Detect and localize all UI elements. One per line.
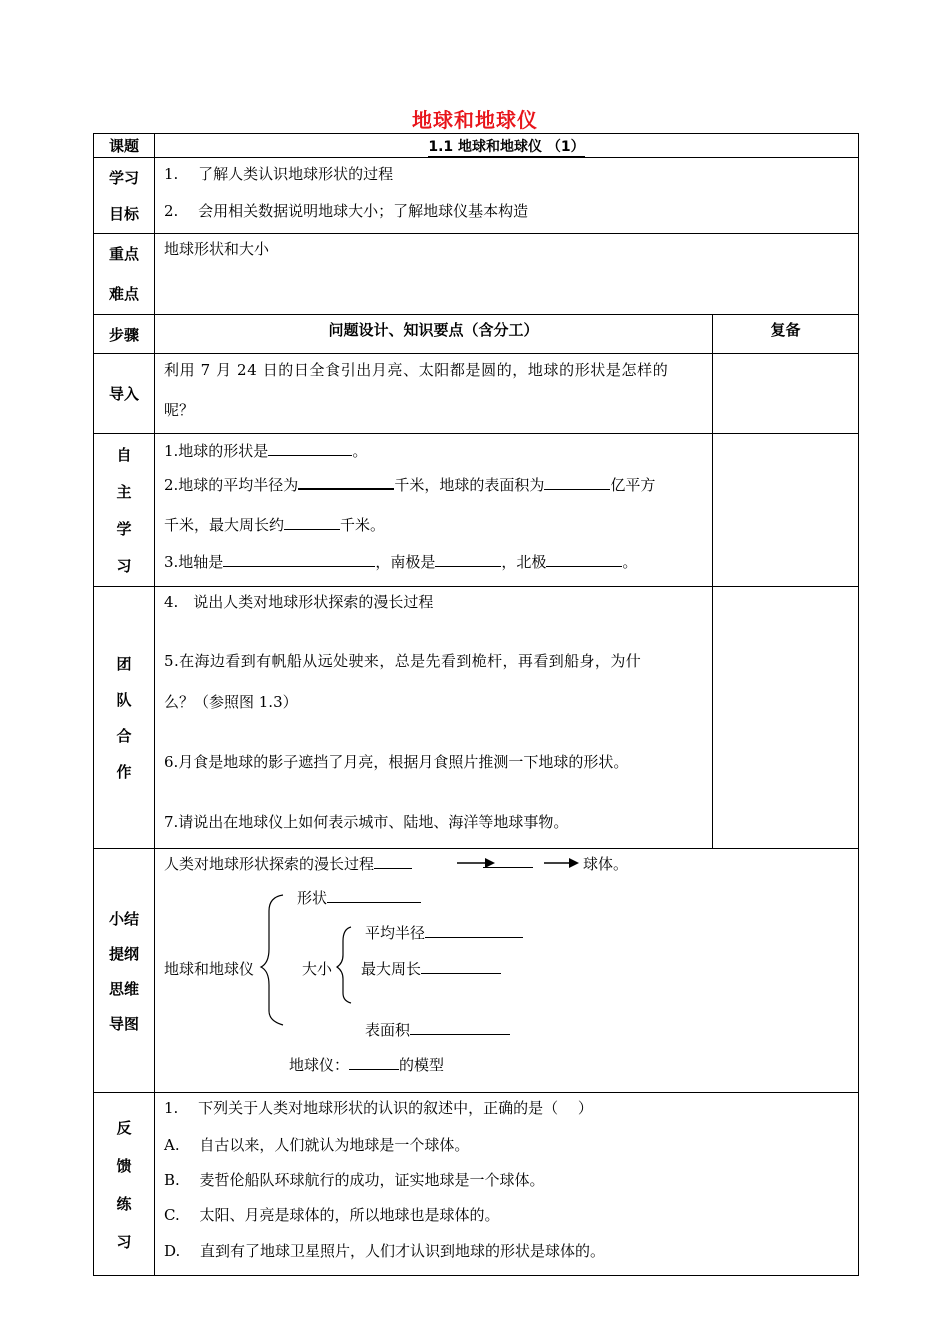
row-goals xyxy=(94,158,859,234)
label-goals xyxy=(94,158,155,234)
practice-cell xyxy=(155,1093,859,1276)
row-intro xyxy=(94,354,859,434)
label-self-3: 学 xyxy=(116,520,132,538)
label-summary xyxy=(94,849,155,1093)
label-prac-1: 反 xyxy=(116,1118,132,1137)
map-circumference xyxy=(361,958,501,979)
map-globe xyxy=(289,1054,444,1075)
blank-axis xyxy=(223,552,375,567)
label-prac-2: 馈 xyxy=(116,1156,132,1175)
self-q2 xyxy=(164,474,655,495)
self-q1-text: 1.地球的形状是 xyxy=(164,442,269,460)
map-radius-label: 平均半径 xyxy=(365,924,426,942)
self-study-cell xyxy=(155,434,713,587)
label-self-1: 自 xyxy=(116,446,132,464)
brace-size xyxy=(337,927,351,1003)
blank-south-pole xyxy=(435,552,501,567)
blank-map-globe xyxy=(349,1055,399,1070)
self-q1-end: 。 xyxy=(352,442,368,460)
practice-option-b: B. 麦哲伦船队环球航行的成功，证实地球是一个球体。 xyxy=(164,1171,545,1189)
blank-area xyxy=(544,475,610,490)
row-topic xyxy=(94,134,859,158)
label-sum-3: 思维 xyxy=(108,979,139,998)
row-practice xyxy=(94,1093,859,1276)
lesson-plan-table xyxy=(93,133,859,1276)
map-root: 地球和地球仪 xyxy=(164,960,255,978)
document-title: 地球和地球仪 xyxy=(412,108,538,132)
map-globe-label: 地球仪： xyxy=(289,1056,350,1074)
label-key xyxy=(94,234,155,315)
label-key-1: 重点 xyxy=(108,245,139,263)
label-teamwork xyxy=(94,587,155,849)
label-sum-4: 导图 xyxy=(108,1014,139,1033)
blank-flow-2 xyxy=(483,853,533,868)
self-q2-text-2: 千米，地球的表面积为 xyxy=(394,476,545,494)
label-practice xyxy=(94,1093,155,1276)
header-content: 问题设计、知识要点（含分工） xyxy=(155,315,713,354)
practice-option-d: D. 直到有了地球卫星照片，人们才认识到地球的形状是球体的。 xyxy=(164,1242,606,1260)
topic-value: 1.1 地球和地球仪 （1） xyxy=(428,138,585,155)
map-shape-label: 形状 xyxy=(297,889,328,907)
label-goals-2: 目标 xyxy=(108,204,139,223)
mind-map xyxy=(155,849,858,1092)
summary-cell xyxy=(155,849,859,1093)
intro-cell xyxy=(155,354,713,434)
flow-end: 球体。 xyxy=(583,855,629,873)
practice-option-a: A. 自古以来，人们就认为地球是一个球体。 xyxy=(164,1136,470,1154)
label-prac-4: 习 xyxy=(116,1232,132,1251)
row-self-study xyxy=(94,434,859,587)
self-study-review xyxy=(713,434,859,587)
map-globe-end: 的模型 xyxy=(399,1056,445,1074)
map-shape xyxy=(297,887,421,908)
team-q5-line-1: 5.在海边看到有帆船从远处驶来，总是先看到桅杆，再看到船身，为什 xyxy=(164,652,642,670)
map-size: 大小 xyxy=(302,960,333,978)
self-q1 xyxy=(164,440,367,461)
teamwork-cell xyxy=(155,587,713,849)
label-team-3: 合 xyxy=(116,727,132,745)
self-q3-text-2: ，南极是 xyxy=(375,553,436,571)
goals-cell xyxy=(155,158,859,234)
topic-cell xyxy=(155,134,859,158)
teamwork-review xyxy=(713,587,859,849)
label-self-4: 习 xyxy=(116,557,132,575)
label-goals-1: 学习 xyxy=(108,168,139,187)
map-area xyxy=(365,1019,510,1040)
label-team-1: 团 xyxy=(116,655,132,673)
self-q3-end: 。 xyxy=(622,553,638,571)
self-q3 xyxy=(164,551,637,572)
self-q2-cont xyxy=(164,514,385,535)
label-key-2: 难点 xyxy=(108,285,139,303)
self-q2-text: 2.地球的平均半径为 xyxy=(164,476,299,494)
row-key-points xyxy=(94,234,859,315)
blank-map-shape xyxy=(327,888,421,903)
practice-option-c: C. 太阳、月亮是球体的，所以地球也是球体的。 xyxy=(164,1206,500,1224)
self-q2-text-4: 千米，最大周长约 xyxy=(164,516,285,534)
key-value: 地球形状和大小 xyxy=(164,240,270,258)
arrow-2 xyxy=(569,858,579,868)
label-team-2: 队 xyxy=(116,691,132,709)
label-intro: 导入 xyxy=(94,354,155,434)
label-team-4: 作 xyxy=(116,763,132,781)
team-q4: 4. 说出人类对地球形状探索的漫长过程 xyxy=(164,593,434,611)
goal-item-1: 1. 了解人类认识地球形状的过程 xyxy=(164,165,394,183)
blank-radius xyxy=(298,474,394,490)
row-header xyxy=(94,315,859,354)
intro-line-1: 利用 7 月 24 日的日全食引出月亮、太阳都是圆的，地球的形状是怎样的 xyxy=(164,361,669,379)
mind-map-lines xyxy=(155,849,858,1092)
blank-map-area xyxy=(410,1020,510,1035)
blank-north-pole xyxy=(546,552,622,567)
flow-mid xyxy=(483,853,533,872)
brace-main xyxy=(261,895,283,1025)
map-area-label: 表面积 xyxy=(365,1021,411,1039)
practice-question: 1. 下列关于人类对地球形状的认识的叙述中，正确的是（ ） xyxy=(164,1099,593,1117)
map-radius xyxy=(365,922,523,943)
team-q6: 6.月食是地球的影子遮挡了月亮，根据月食照片推测一下地球的形状。 xyxy=(164,753,629,771)
row-summary xyxy=(94,849,859,1093)
label-topic: 课题 xyxy=(94,134,155,158)
header-review: 复备 xyxy=(713,315,859,354)
map-circumference-label: 最大周长 xyxy=(361,960,422,978)
intro-line-2: 呢？ xyxy=(164,401,195,419)
self-q3-text-3: ，北极 xyxy=(501,553,547,571)
row-teamwork xyxy=(94,587,859,849)
self-q3-text: 3.地轴是 xyxy=(164,553,224,571)
label-self-2: 主 xyxy=(116,483,132,501)
label-sum-2: 提纲 xyxy=(108,944,139,963)
intro-review xyxy=(713,354,859,434)
self-q2-text-5: 千米。 xyxy=(340,516,386,534)
blank-map-circumference xyxy=(421,959,501,974)
blank-map-radius xyxy=(425,923,523,938)
label-self-study xyxy=(94,434,155,587)
key-cell xyxy=(155,234,859,315)
blank-shape xyxy=(268,441,352,456)
team-q7: 7.请说出在地球仪上如何表示城市、陆地、海洋等地球事物。 xyxy=(164,813,569,831)
blank-circumference xyxy=(284,515,340,530)
goal-item-2: 2. 会用相关数据说明地球大小；了解地球仪基本构造 xyxy=(164,202,529,220)
flow-text: 人类对地球形状探索的漫长过程 xyxy=(164,855,375,873)
label-prac-3: 练 xyxy=(116,1194,132,1213)
self-q2-text-3: 亿平方 xyxy=(610,476,656,494)
team-q5-line-2: 么？（参照图 1.3） xyxy=(164,693,298,711)
label-sum-1: 小结 xyxy=(108,909,139,928)
header-step: 步骤 xyxy=(94,315,155,354)
